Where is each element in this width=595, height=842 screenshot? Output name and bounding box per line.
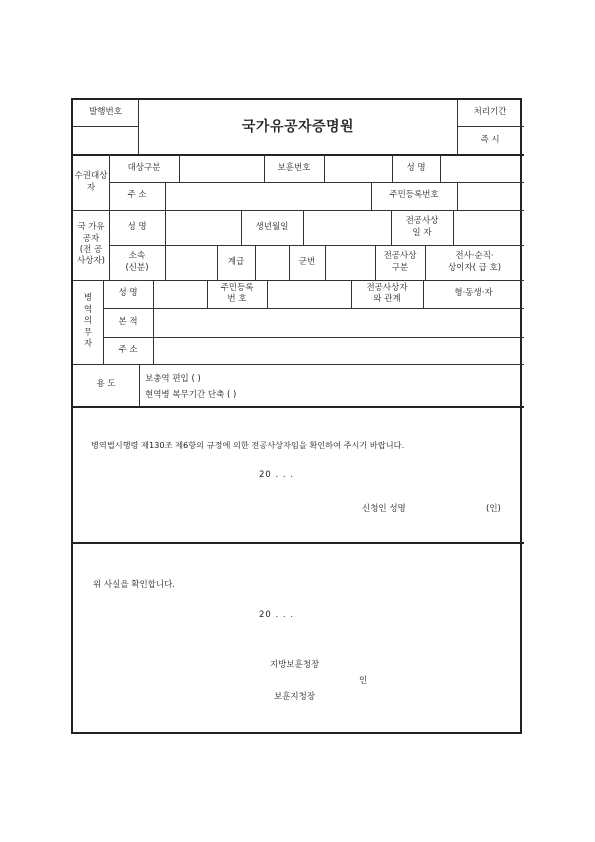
confirmation-date: 20 . . .	[259, 610, 295, 620]
military-rrn-label: 주민등록 번 호	[220, 282, 254, 304]
page-title: 국가유공자증명원	[241, 119, 355, 136]
processing-period-label: 처리기간	[473, 107, 507, 118]
applicant-name-label: 신청인 성명	[362, 504, 406, 514]
birthdate-label: 생년월일	[255, 221, 289, 232]
service-no-label: 군번	[298, 256, 316, 267]
recipient-section-label: 수권대상 자	[74, 171, 108, 193]
purpose-option-shorten: 현역병 복무기간 단축 ( )	[145, 390, 237, 400]
merit-date-label: 전공사상 일 자	[405, 216, 439, 238]
applicant-seal: (인)	[486, 504, 501, 514]
domicile-label: 본 적	[118, 316, 138, 327]
category-value: 전사·순직· 상이자( 급 호)	[447, 251, 502, 273]
military-section-label: 병 역 의 무 자	[83, 293, 93, 350]
issue-no-label: 발행번호	[89, 107, 122, 118]
unit-label: 소속 (신분)	[125, 251, 149, 273]
certificate-form	[71, 98, 522, 734]
merit-section-label: 국 가유 공자 (전 공 사상자)	[77, 222, 105, 267]
relation-label: 전공사상자 와 관계	[366, 282, 408, 304]
confirmation-statement: 위 사실을 확인합니다.	[93, 580, 176, 590]
application-date: 20 . . .	[259, 470, 295, 480]
military-name-label: 성 명	[118, 288, 138, 299]
confirmation-seal: 인	[359, 676, 368, 686]
purpose-option-reserve: 보충역 편입 ( )	[145, 374, 201, 384]
purpose-label: 용 도	[96, 379, 116, 390]
target-type-label: 대상구분	[127, 162, 161, 173]
recipient-address-label: 주 소	[127, 190, 147, 201]
rank-label: 계급	[227, 256, 245, 267]
category-label: 전공사상 구분	[383, 251, 417, 273]
relation-value: 형·동생·자	[454, 288, 493, 299]
merit-name-label: 성 명	[127, 221, 147, 232]
protection-no-label: 보훈번호	[277, 162, 311, 173]
regional-office-label: 지방보훈청장	[270, 660, 320, 670]
recipient-name-label: 성 명	[406, 162, 426, 173]
military-address-label: 주 소	[118, 344, 138, 355]
recipient-rrn-label: 주민등록번호	[389, 190, 439, 201]
processing-period-value: 즉 시	[480, 134, 500, 145]
application-statement: 병역법시행령 제130조 제6항의 규정에 의한 전공사상자임을 확인하여 주시기 바랍니다.	[91, 440, 405, 450]
branch-office-label: 보훈지청장	[274, 692, 316, 702]
